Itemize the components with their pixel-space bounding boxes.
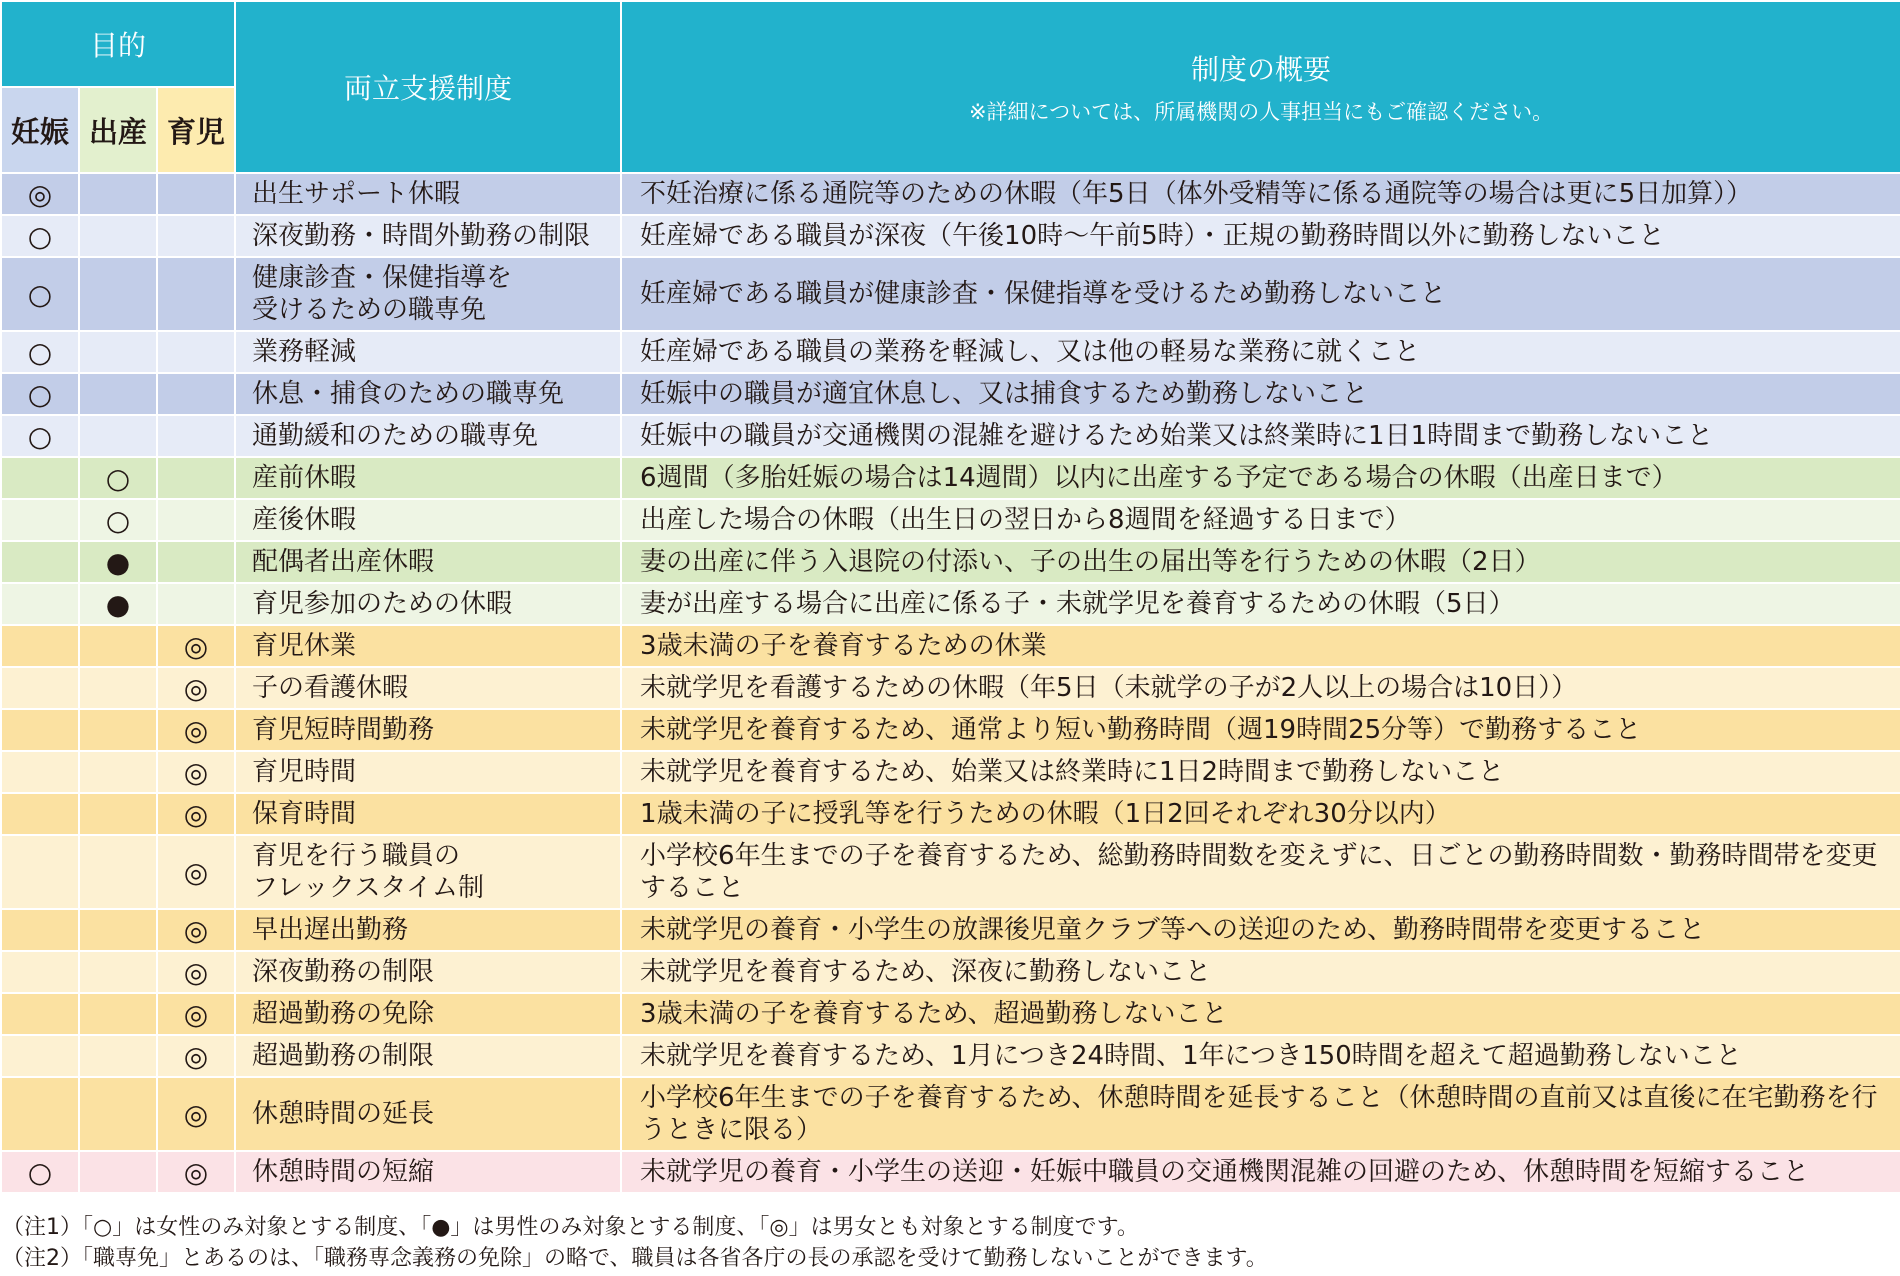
mark-pregnancy [1, 667, 79, 709]
mark-childcare [157, 173, 235, 215]
mark-childcare [157, 457, 235, 499]
system-name: 業務軽減 [235, 331, 621, 373]
table-body [1, 173, 1900, 1193]
mark-childbirth: ● [79, 541, 157, 583]
mark-childbirth [79, 1077, 157, 1151]
system-description: 3歳未満の子を養育するため、超過勤務しないこと [621, 993, 1900, 1035]
mark-pregnancy [1, 499, 79, 541]
system-name: 通勤緩和のための職専免 [235, 415, 621, 457]
system-description: 小学校6年生までの子を養育するため、総勤務時間数を変えずに、日ごとの勤務時間数・勤務時間帯を変更すること [621, 835, 1900, 909]
system-description: 妊産婦である職員の業務を軽減し、又は他の軽易な業務に就くこと [621, 331, 1900, 373]
mark-pregnancy [1, 793, 79, 835]
system-name: 保育時間 [235, 793, 621, 835]
mark-childcare: ◎ [157, 625, 235, 667]
table-row [1, 1151, 1900, 1193]
system-name: 育児短時間勤務 [235, 709, 621, 751]
system-name: 出生サポート休暇 [235, 173, 621, 215]
mark-childbirth [79, 709, 157, 751]
system-description: 妻の出産に伴う入退院の付添い、子の出生の届出等を行うための休暇（2日） [621, 541, 1900, 583]
table-row [1, 835, 1900, 909]
mark-childbirth [79, 415, 157, 457]
header-system: 両立支援制度 [235, 1, 621, 173]
table-row [1, 667, 1900, 709]
mark-childcare: ◎ [157, 951, 235, 993]
mark-pregnancy [1, 835, 79, 909]
mark-childbirth [79, 373, 157, 415]
system-description: 未就学児を養育するため、深夜に勤務しないこと [621, 951, 1900, 993]
system-description: 未就学児を看護するための休暇（年5日（未就学の子が2人以上の場合は10日）） [621, 667, 1900, 709]
table-row [1, 331, 1900, 373]
mark-childbirth [79, 667, 157, 709]
table-row [1, 793, 1900, 835]
mark-childbirth [79, 951, 157, 993]
system-name: 深夜勤務・時間外勤務の制限 [235, 215, 621, 257]
mark-childcare: ◎ [157, 909, 235, 951]
system-description: 未就学児を養育するため、始業又は終業時に1日2時間まで勤務しないこと [621, 751, 1900, 793]
system-description: 未就学児の養育・小学生の送迎・妊娠中職員の交通機関混雑の回避のため、休憩時間を短縮すること [621, 1151, 1900, 1193]
mark-childcare: ◎ [157, 1151, 235, 1193]
table-row [1, 173, 1900, 215]
note-1: （注1）「○」は女性のみ対象とする制度、「●」は男性のみ対象とする制度、「◎」は男女とも対象とする制度です。 [2, 1215, 1139, 1240]
mark-pregnancy [1, 1035, 79, 1077]
mark-pregnancy [1, 993, 79, 1035]
mark-pregnancy: ○ [1, 415, 79, 457]
table-row [1, 951, 1900, 993]
table-row [1, 215, 1900, 257]
mark-childbirth [79, 793, 157, 835]
mark-childbirth [79, 331, 157, 373]
mark-childcare [157, 499, 235, 541]
mark-childbirth [79, 257, 157, 331]
mark-pregnancy: ◎ [1, 173, 79, 215]
system-name: 育児時間 [235, 751, 621, 793]
system-name: 産前休暇 [235, 457, 621, 499]
system-name: 休憩時間の延長 [235, 1077, 621, 1151]
mark-childcare [157, 583, 235, 625]
mark-pregnancy [1, 751, 79, 793]
mark-childbirth [79, 625, 157, 667]
table-row [1, 415, 1900, 457]
table-row [1, 1035, 1900, 1077]
system-name: 健康診査・保健指導を 受けるための職専免 [235, 257, 621, 331]
mark-pregnancy: ○ [1, 257, 79, 331]
mark-childbirth [79, 835, 157, 909]
mark-childcare: ◎ [157, 835, 235, 909]
table-row [1, 499, 1900, 541]
mark-childcare: ◎ [157, 1035, 235, 1077]
table-row [1, 583, 1900, 625]
system-description: 妊産婦である職員が深夜（午後10時～午前5時）・正規の勤務時間以外に勤務しないこと [621, 215, 1900, 257]
mark-childcare [157, 257, 235, 331]
mark-childbirth [79, 993, 157, 1035]
system-description: 不妊治療に係る通院等のための休暇（年5日（体外受精等に係る通院等の場合は更に5日加算）） [621, 173, 1900, 215]
header-summary [621, 1, 1900, 173]
system-name: 産後休暇 [235, 499, 621, 541]
system-description: 妊娠中の職員が交通機関の混雑を避けるため始業又は終業時に1日1時間まで勤務しないこと [621, 415, 1900, 457]
notes [2, 1212, 1268, 1274]
mark-pregnancy [1, 625, 79, 667]
system-description: 妊産婦である職員が健康診査・保健指導を受けるため勤務しないこと [621, 257, 1900, 331]
mark-pregnancy: ○ [1, 373, 79, 415]
header-childbirth: 出産 [79, 87, 157, 173]
note-2: （注2）「職専免」とあるのは、「職務専念義務の免除」の略で、職員は各省各庁の長の承認を受けて勤務しないことができます。 [2, 1246, 1268, 1271]
mark-childbirth [79, 215, 157, 257]
mark-childbirth [79, 751, 157, 793]
mark-pregnancy: ○ [1, 215, 79, 257]
header-purpose: 目的 [1, 1, 235, 87]
mark-pregnancy [1, 1077, 79, 1151]
mark-childcare [157, 373, 235, 415]
header-pregnancy: 妊娠 [1, 87, 79, 173]
mark-pregnancy: ○ [1, 1151, 79, 1193]
system-description: 未就学児を養育するため、1月につき24時間、1年につき150時間を超えて超過勤務しないこと [621, 1035, 1900, 1077]
mark-childbirth: ● [79, 583, 157, 625]
mark-childbirth [79, 909, 157, 951]
mark-childcare [157, 215, 235, 257]
system-description: 妻が出産する場合に出産に係る子・未就学児を養育するための休暇（5日） [621, 583, 1900, 625]
mark-childcare: ◎ [157, 793, 235, 835]
mark-childcare [157, 415, 235, 457]
mark-pregnancy [1, 909, 79, 951]
system-name: 育児休業 [235, 625, 621, 667]
mark-childcare: ◎ [157, 709, 235, 751]
table-row [1, 541, 1900, 583]
mark-childcare: ◎ [157, 993, 235, 1035]
header-summary-title: 制度の概要 [1191, 53, 1332, 86]
header-summary-note: ※詳細については、所属機関の人事担当にもご確認ください。 [968, 100, 1554, 124]
table-row [1, 257, 1900, 331]
system-description: 3歳未満の子を養育するための休業 [621, 625, 1900, 667]
mark-childbirth: ○ [79, 457, 157, 499]
system-name: 超過勤務の免除 [235, 993, 621, 1035]
table-row [1, 625, 1900, 667]
mark-childcare [157, 331, 235, 373]
system-name: 育児を行う職員の フレックスタイム制 [235, 835, 621, 909]
table-row [1, 751, 1900, 793]
header-childcare: 育児 [157, 87, 235, 173]
mark-childbirth [79, 173, 157, 215]
system-description: 未就学児を養育するため、通常より短い勤務時間（週19時間25分等）で勤務すること [621, 709, 1900, 751]
system-name: 深夜勤務の制限 [235, 951, 621, 993]
table-row [1, 993, 1900, 1035]
mark-childcare [157, 541, 235, 583]
system-name: 超過勤務の制限 [235, 1035, 621, 1077]
table-row [1, 909, 1900, 951]
mark-childbirth [79, 1151, 157, 1193]
mark-pregnancy [1, 541, 79, 583]
mark-pregnancy [1, 709, 79, 751]
system-description: 出産した場合の休暇（出生日の翌日から8週間を経過する日まで） [621, 499, 1900, 541]
mark-pregnancy [1, 583, 79, 625]
system-name: 子の看護休暇 [235, 667, 621, 709]
mark-childcare: ◎ [157, 667, 235, 709]
system-description: 小学校6年生までの子を養育するため、休憩時間を延長すること（休憩時間の直前又は直後に在宅勤務を行うときに限る） [621, 1077, 1900, 1151]
table-row [1, 457, 1900, 499]
system-name: 休息・捕食のための職専免 [235, 373, 621, 415]
mark-childcare: ◎ [157, 751, 235, 793]
table-row [1, 1077, 1900, 1151]
system-name: 配偶者出産休暇 [235, 541, 621, 583]
mark-childcare: ◎ [157, 1077, 235, 1151]
system-name: 休憩時間の短縮 [235, 1151, 621, 1193]
system-description: 1歳未満の子に授乳等を行うための休暇（1日2回それぞれ30分以内） [621, 793, 1900, 835]
system-name: 早出遅出勤務 [235, 909, 621, 951]
system-description: 6週間（多胎妊娠の場合は14週間）以内に出産する予定である場合の休暇（出産日まで） [621, 457, 1900, 499]
mark-pregnancy [1, 951, 79, 993]
mark-pregnancy: ○ [1, 331, 79, 373]
mark-pregnancy [1, 457, 79, 499]
mark-childbirth [79, 1035, 157, 1077]
mark-childbirth: ○ [79, 499, 157, 541]
table-row [1, 373, 1900, 415]
system-description: 未就学児の養育・小学生の放課後児童クラブ等への送迎のため、勤務時間帯を変更すること [621, 909, 1900, 951]
system-description: 妊娠中の職員が適宜休息し、又は捕食するため勤務しないこと [621, 373, 1900, 415]
table-row [1, 709, 1900, 751]
system-name: 育児参加のための休暇 [235, 583, 621, 625]
